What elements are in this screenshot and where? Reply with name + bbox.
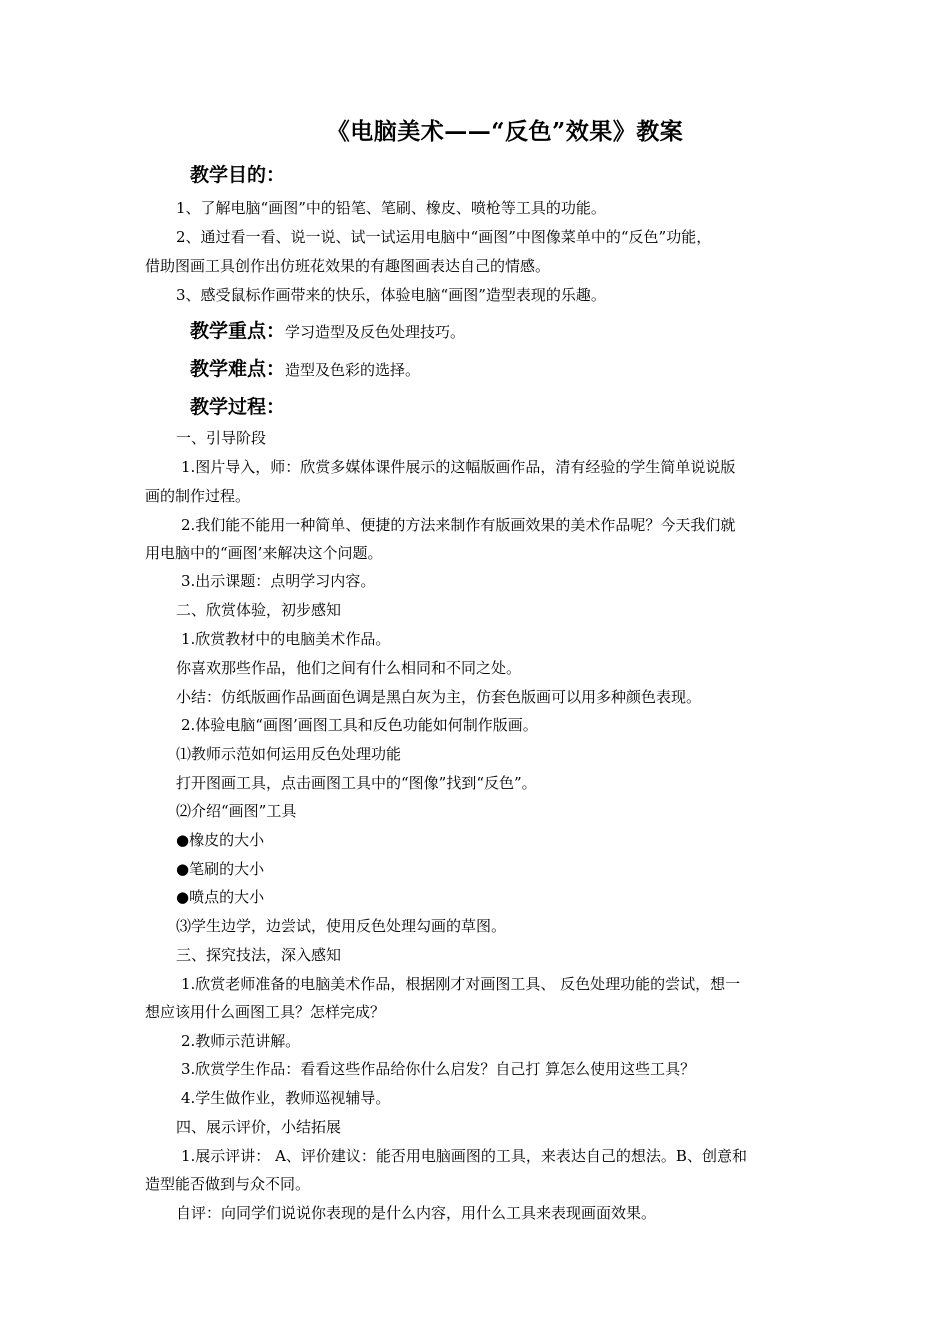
- process-line: 1.展示评讲： A、评价建议：能否用电脑画图的工具，来表达自己的想法。B、创意和: [181, 1147, 747, 1165]
- process-bullet: ●喷点的大小: [176, 888, 265, 906]
- key-point: [190, 316, 465, 343]
- process-line: 2.体验电脑“画图’画图工具和反色功能如何制作版画。: [181, 716, 538, 734]
- objective-item-1: 1、了解电脑“画图”中的铅笔、笔刷、橡皮、喷枪等工具的功能。: [176, 199, 606, 217]
- difficulty-text: 造型及色彩的选择。: [285, 361, 421, 379]
- process-line: 1.欣赏老师准备的电脑美术作品，根据刚才对画图工具、 反色处理功能的尝试，想一: [181, 975, 741, 993]
- objective-item-2-cont: 借助图画工具创作出仿班花效果的有趣图画表达自己的情感。: [145, 257, 551, 275]
- process-line: 一、引导阶段: [176, 429, 267, 447]
- process-line: 画的制作过程。: [145, 487, 251, 505]
- process-line: 二、欣赏体验，初步感知: [176, 601, 342, 619]
- key-point-heading: 教学重点：: [190, 320, 286, 342]
- process-line: ⑴教师示范如何运用反色处理功能: [176, 745, 402, 763]
- process-heading: 教学过程：: [190, 396, 286, 418]
- process-line: 三、探究技法，深入感知: [176, 946, 342, 964]
- document-title: 《电脑美术——“反色”效果》教案: [326, 118, 684, 145]
- process-line: 2.教师示范讲解。: [181, 1032, 301, 1050]
- process-line: 打开图画工具，点击画图工具中的“图像”找到“反色”。: [176, 774, 537, 792]
- process-line: 想应该用什么画图工具？怎样完成？: [145, 1003, 386, 1021]
- process-line: 你喜欢那些作品，他们之间有什么相同和不同之处。: [176, 659, 522, 677]
- process-line: 3.出示课题：点明学习内容。: [181, 572, 376, 590]
- process-line: 3.欣赏学生作品：看看这些作品给你什么启发？自己打 算怎么使用这些工具？: [181, 1060, 696, 1078]
- process-line: ⑵介绍“画图”工具: [176, 802, 297, 820]
- difficulty: [190, 354, 420, 381]
- process-line: 4.学生做作业，教师巡视辅导。: [181, 1089, 391, 1107]
- process-line: 用电脑中的“画图’来解决这个问题。: [145, 544, 383, 562]
- objectives-heading: 教学目的：: [190, 164, 286, 186]
- process-line: 2.我们能不能用一种简单、便捷的方法来制作有版画效果的美术作品呢？今天我们就: [181, 516, 736, 534]
- process-line: 四、展示评价，小结拓展: [176, 1118, 342, 1136]
- objective-item-2: 2、通过看一看、说一说、试一试运用电脑中“画图”中图像菜单中的“反色”功能，: [176, 228, 712, 246]
- process-line: ⑶学生边学，边尝试，使用反色处理勾画的草图。: [176, 917, 507, 935]
- difficulty-heading: 教学难点：: [190, 358, 286, 380]
- process-line: 1.图片导入，师：欣赏多媒体课件展示的这幅版画作品，清有经验的学生简单说说版: [181, 458, 736, 476]
- process-line: 造型能否做到与众不同。: [145, 1175, 311, 1193]
- process-line: 小结：仿纸版画作品画面色调是黑白灰为主，仿套色版画可以用多种颜色表现。: [176, 688, 702, 706]
- objective-item-3: 3、感受鼠标作画带来的快乐，体验电脑“画图”造型表现的乐趣。: [176, 286, 606, 304]
- key-point-text: 学习造型及反色处理技巧。: [285, 323, 466, 341]
- process-bullet: ●橡皮的大小: [176, 831, 265, 849]
- process-line: 自评：向同学们说说你表现的是什么内容，用什么工具来表现画面效果。: [176, 1204, 657, 1222]
- process-bullet: ●笔刷的大小: [176, 860, 265, 878]
- process-line: 1.欣赏教材中的电脑美术作品。: [181, 630, 391, 648]
